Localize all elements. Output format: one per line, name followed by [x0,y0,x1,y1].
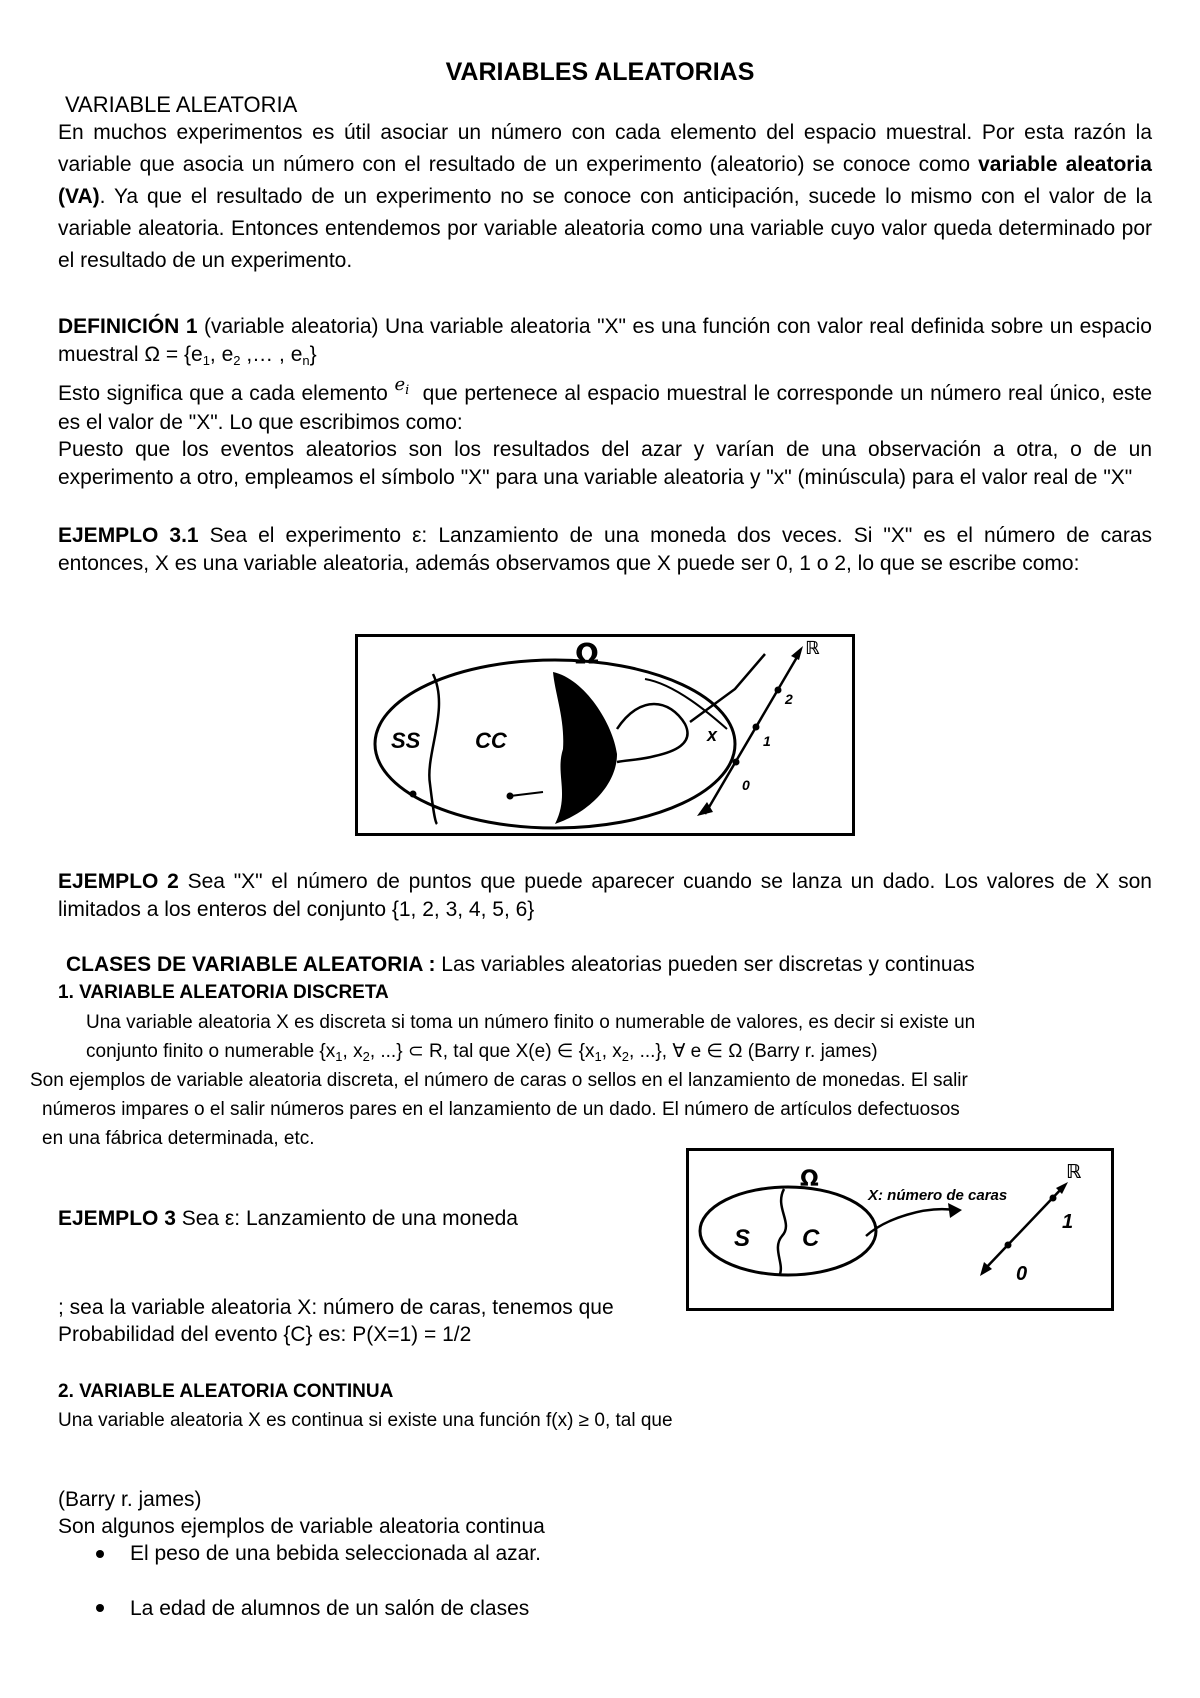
coin-point-1 [1050,1195,1057,1202]
continuous-example-1: El peso de una bebida seleccionada al azar. [130,1542,541,1565]
intro-text-1: En muchos experimentos es útil asociar un número con cada elemento del espacio muestral. Por esta razón la variable que asocia un número con el resultado de un experimento (aleatorio) se conoce como [58,121,1152,176]
coin-label-value-0: 0 [1016,1263,1028,1285]
discrete-sub-1a: 1 [335,1049,343,1064]
meaning-text-b: que pertenece al espacio muestral le corresponde un número real único, este es el valor de "X". Lo que escribimos como: [58,382,1153,434]
classes-line [66,952,975,978]
example-3-1-label: EJEMPLO 3.1 [58,524,199,547]
figure-one-coin-mapping [686,1148,1114,1311]
discrete-text-b: , x [342,1041,363,1062]
continuous-citation: (Barry r. james) [58,1488,202,1511]
coin-label-value-1: 1 [1062,1211,1074,1233]
discrete-examples-line-2: números impares o el salir números pares en el lanzamiento de un dado. El número de artículos defectuosos [42,1099,960,1120]
coin-label-x: X: número de caras [868,1187,1008,1204]
example-2-text: Sea "X" el número de puntos que puede aparecer cuando se lanza un dado. Los valores de X son limitados a los enteros del conjunto {1, 2, 3, 4, 5, 6} [58,870,1152,921]
label-value-0: 0 [742,777,750,793]
label-ss: SS [391,728,421,753]
coin-label-real-numbers: ℝ [1066,1161,1082,1183]
discrete-def-line-2 [86,1039,878,1065]
coin-label-c: C [802,1225,820,1252]
definition-text-2: , e [209,343,234,366]
example-3 [58,1206,518,1232]
example-3-1-text: Sea el experimento ε: Lanzamiento de una moneda dos veces. Si "X" es el número de caras entonces, X es una variable aleatoria, además observamos que X puede ser 0, 1 o 2, lo que se escribe como: [58,524,1153,575]
classes-label: CLASES DE VARIABLE ALEATORIA : [66,953,436,976]
point-value-0 [733,759,740,766]
discrete-sub-2b: 2 [621,1049,630,1064]
meaning-text-a: Esto significa que a cada elemento [58,382,388,405]
coin-label-s: S [734,1225,751,1252]
example-3-1 [58,522,1152,578]
label-value-1: 1 [763,733,771,749]
coin-label-omega: Ω [800,1167,819,1192]
figure-two-coins-mapping [355,634,855,836]
ei-sub: i [405,383,410,398]
heading-discrete: 1. VARIABLE ALEATORIA DISCRETA [58,982,389,1003]
bullet-icon [96,1550,104,1558]
label-x: x [707,725,718,745]
definition-label: DEFINICIÓN 1 [58,315,198,338]
example-3-line-2: ; sea la variable aleatoria X: número de caras, tenemos que [58,1296,614,1319]
continuous-examples-intro: Son algunos ejemplos de variable aleatoria continua [58,1515,545,1538]
discrete-examples-line-3: en una fábrica determinada, etc. [42,1128,315,1149]
ei-symbol [394,374,410,398]
page-title: VARIABLES ALEATORIAS [445,58,755,86]
definition-text: (variable aleatoria) Una variable aleatoria "X" es una función con valor real definida sobre un espacio muestral Ω = {e [58,315,1152,366]
discrete-sub-2a: 2 [362,1049,370,1064]
classes-text: Las variables aleatorias pueden ser discretas y continuas [435,953,975,976]
section-heading-variable-aleatoria: VARIABLE ALEATORIA [65,92,298,117]
ei-letter: e [394,374,406,395]
heading-continuous: 2. VARIABLE ALEATORIA CONTINUA [58,1381,394,1402]
discrete-text-d: , x [601,1041,622,1062]
example-3-label: EJEMPLO 3 [58,1207,176,1230]
bullet-icon [96,1604,104,1612]
label-real-numbers: ℝ [805,638,820,659]
point-ss [410,791,417,798]
sub-2: 2 [233,353,241,368]
intro-bold-term: variable aleatoria (VA) [58,153,1152,208]
continuous-example-2: La edad de alumnos de un salón de clases [130,1597,530,1620]
sub-1: 1 [202,353,210,368]
discrete-text-c: , ...} ⊂ R, tal que X(e) ∈ {x [369,1041,595,1062]
discrete-text-a: conjunto finito o numerable {x [86,1041,336,1062]
point-value-1 [753,724,760,731]
example-2 [58,868,1152,924]
point-value-2 [775,687,782,694]
example-2-label: EJEMPLO 2 [58,870,179,893]
random-events-paragraph: Puesto que los eventos aleatorios son los resultados del azar y varían de una observación a otra, o de un experimento a otro, empleamos el símbolo "X" para una variable aleatoria y "x" (minúscula) para el valor real de "X" [58,438,1152,489]
intro-text-2: . Ya que el resultado de un experimento no se conoce con anticipación, sucede lo mismo con el valor de la variable aleatoria. Entonces entendemos por variable aleatoria como una variable cuyo valor queda determinado por el resultado de un experimento. [58,185,1152,272]
sub-n: n [302,353,310,368]
definition-text-3: ,… , e [240,343,303,366]
label-omega: Ω [575,638,599,671]
intro-paragraph [58,117,1152,277]
discrete-examples-line-1: Son ejemplos de variable aleatoria discreta, el número de caras o sellos en el lanzamiento de monedas. El salir [30,1070,968,1091]
label-cc: CC [475,728,507,753]
discrete-text-e: , ...}, ∀ e ∈ Ω (Barry r. james) [629,1041,878,1062]
example-3-line-3: Probabilidad del evento {C} es: P(X=1) = 1/2 [58,1323,472,1346]
definition-1 [58,313,1152,369]
discrete-def-line-1: Una variable aleatoria X es discreta si toma un número finito o numerable de valores, es decir si existe un [86,1012,976,1033]
coin-point-0 [1005,1242,1012,1249]
figure-2-border [688,1150,1113,1310]
discrete-sub-1b: 1 [594,1049,602,1064]
continuous-def-line: Una variable aleatoria X es continua si existe una función f(x) ≥ 0, tal que [58,1410,673,1431]
definition-text-4: } [309,343,317,366]
example-3-text: Sea ε: Lanzamiento de una moneda [175,1207,518,1230]
meaning-paragraph [58,374,1153,437]
label-value-2: 2 [785,691,793,707]
